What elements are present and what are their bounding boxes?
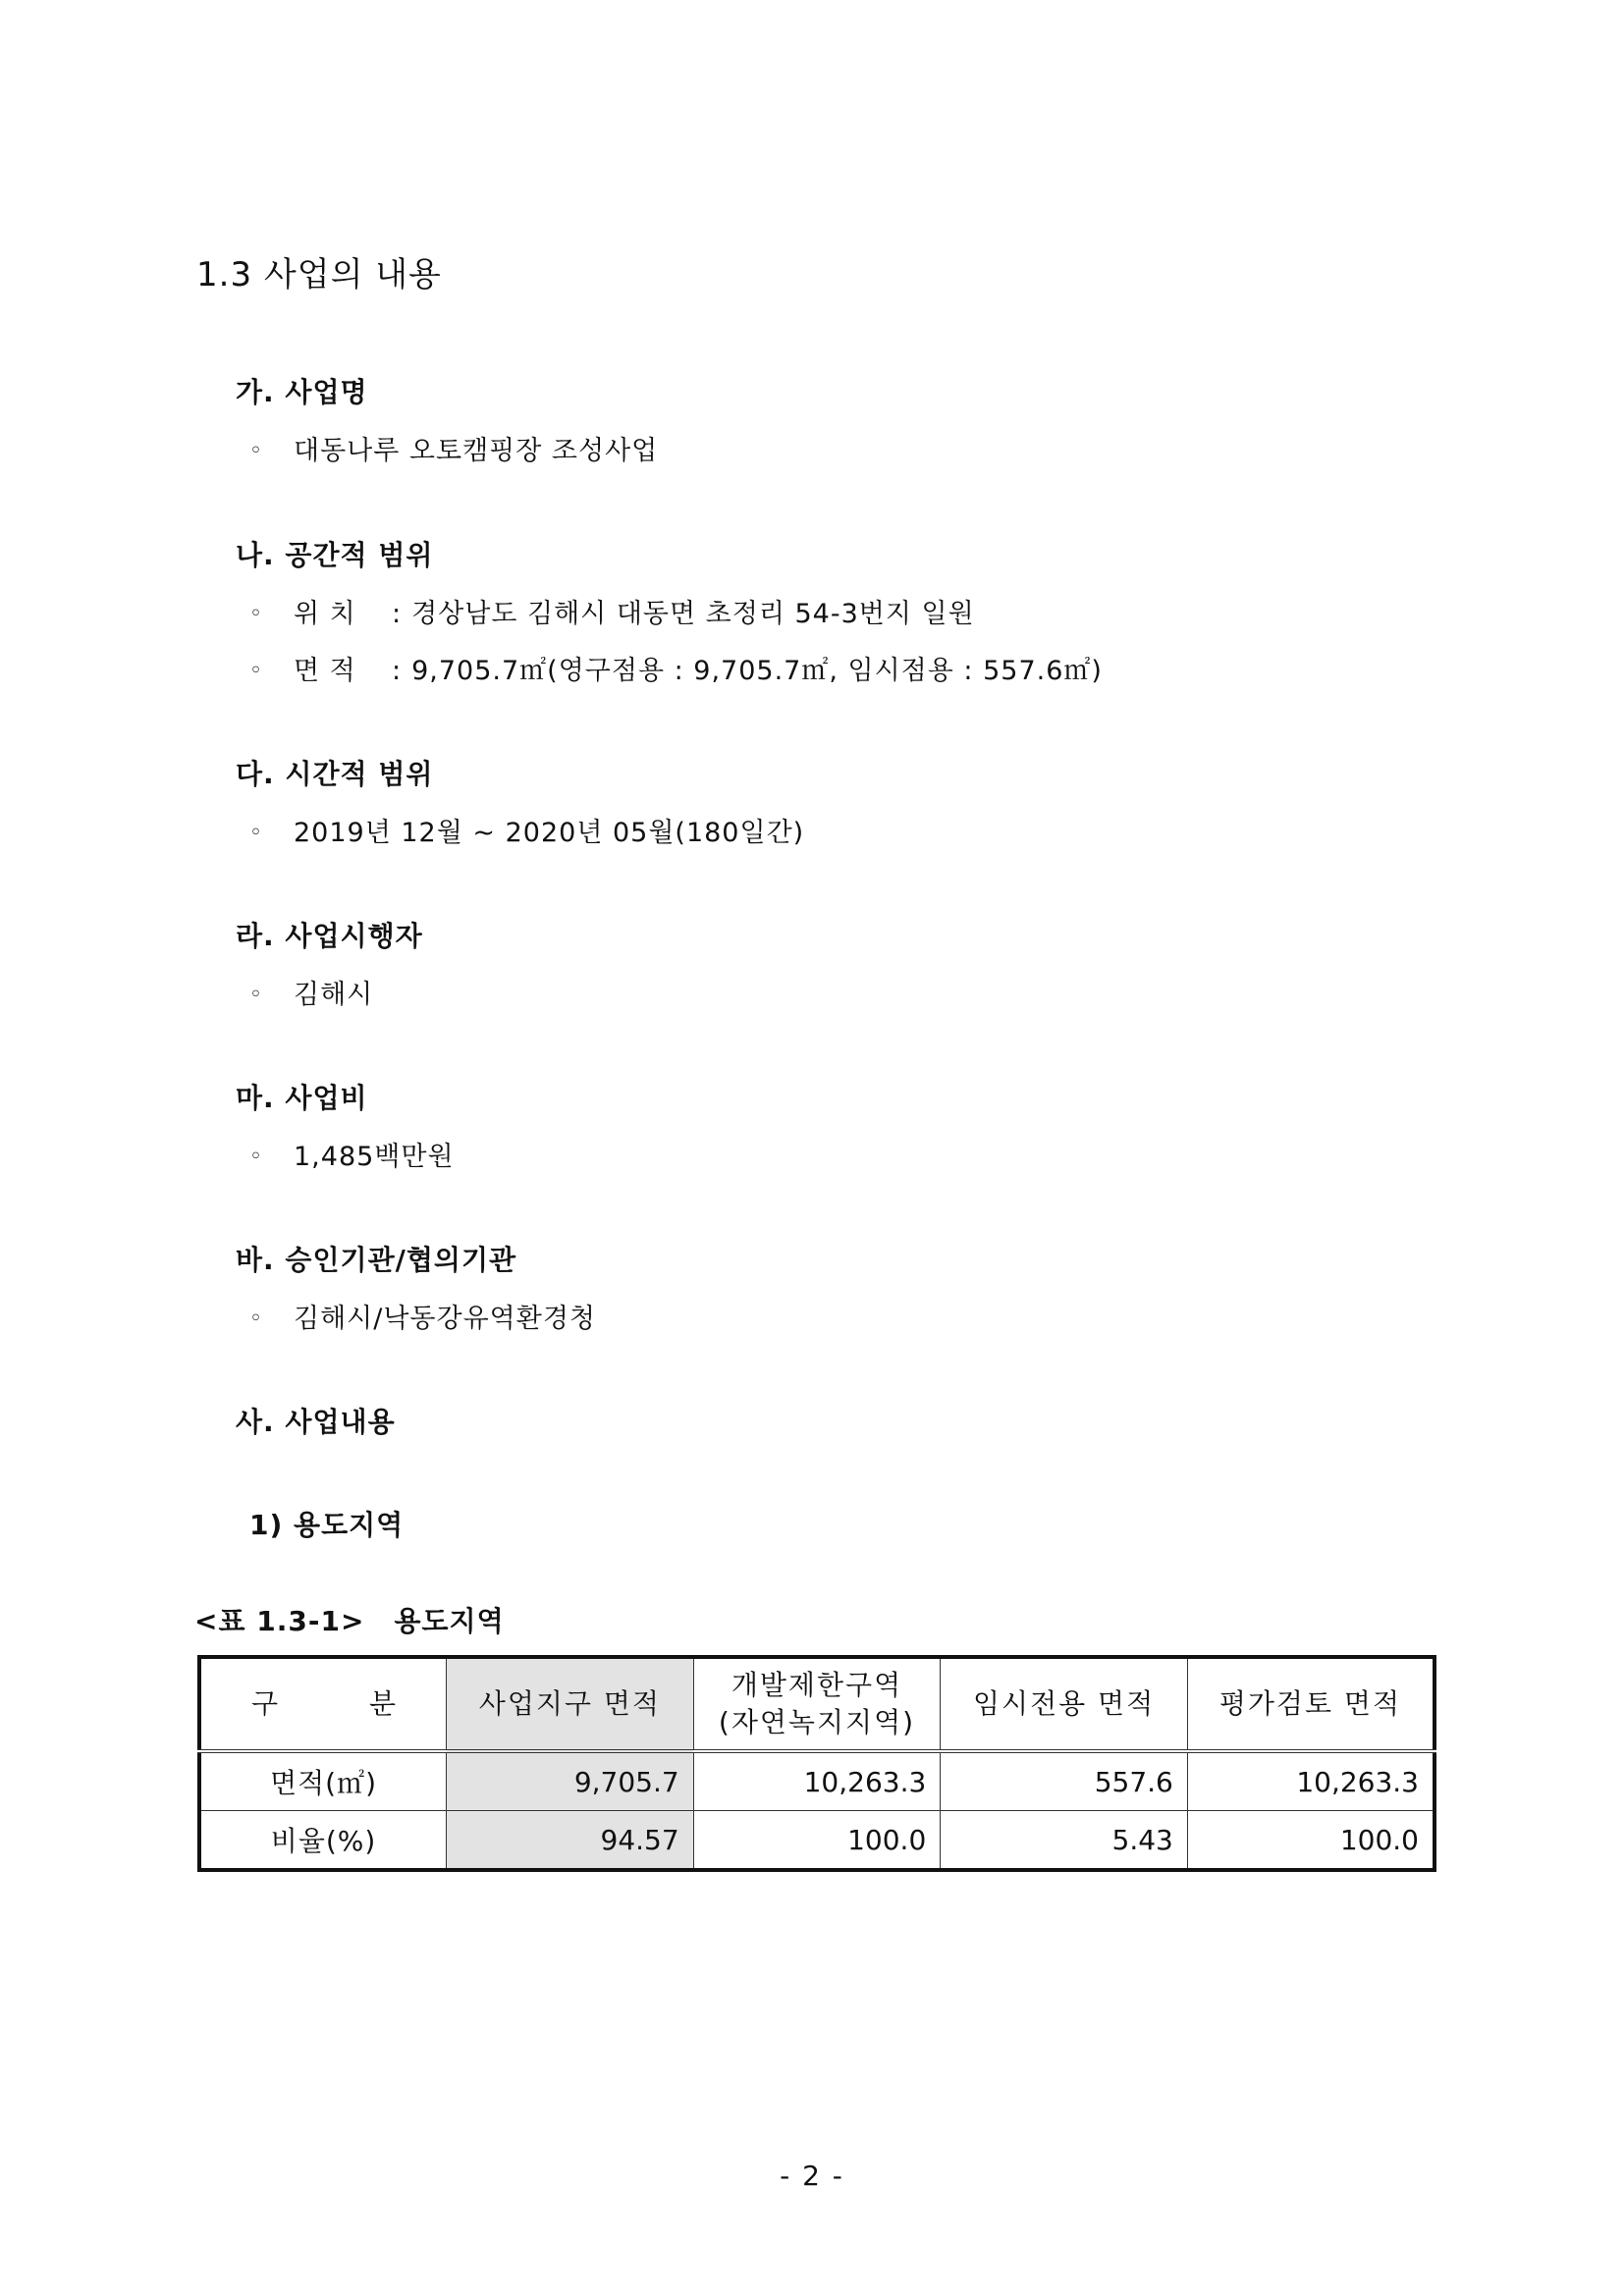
header-category: 구 분 [199,1657,447,1751]
area-label: 면 적 [294,656,356,686]
cell-restricted-zone: 100.0 [693,1811,941,1871]
cost-line [249,1135,455,1173]
header-temporary-area: 임시전용 면적 [941,1657,1188,1751]
table-caption [194,1600,505,1639]
bullet-icon: ◦ [249,659,263,683]
location-value: 경상남도 김해시 대동면 초정리 54-3번지 일원 [411,599,975,629]
header-review-area: 평가검토 면적 [1187,1657,1435,1751]
row-label-area: 면적(㎡) [199,1751,447,1811]
heading-project-content: 사. 사업내용 [236,1406,396,1438]
table-row [199,1811,1435,1871]
header-restricted-zone [693,1657,941,1751]
cost-value: 1,485백만원 [294,1142,455,1172]
heading-project-name: 가. 사업명 [236,376,368,408]
table-caption-number: <표 1.3-1> [194,1605,365,1637]
area-line [249,649,1103,687]
heading-operator: 라. 사업시행자 [236,920,423,952]
agency-line [249,1297,596,1335]
cell-review-area: 10,263.3 [1187,1751,1435,1811]
cell-temporary-area: 5.43 [941,1811,1188,1871]
bullet-icon: ◦ [249,439,263,463]
heading-time-scope: 다. 시간적 범위 [236,758,434,790]
heading-agency: 바. 승인기관/협의기관 [236,1244,517,1276]
page-number: - 2 - [780,2160,844,2192]
bullet-icon: ◦ [249,602,263,626]
table-row [199,1751,1435,1811]
section-title: 1.3 사업의 내용 [196,255,442,294]
agency-value: 김해시/낙동강유역환경청 [294,1304,596,1334]
heading-cost: 마. 사업비 [236,1082,368,1114]
header-restricted-line2: (자연녹지지역) [718,1706,916,1738]
cell-temporary-area: 557.6 [941,1751,1188,1811]
bullet-icon: ◦ [249,983,263,1007]
project-name-line [249,429,658,467]
colon: : [392,599,403,629]
cell-review-area: 100.0 [1187,1811,1435,1871]
bullet-icon: ◦ [249,1145,263,1169]
operator-value: 김해시 [294,980,374,1010]
table-header-row [199,1657,1435,1751]
header-restricted-line1: 개발제한구역 [731,1669,903,1702]
header-project-area: 사업지구 면적 [447,1657,694,1751]
cell-project-area: 9,705.7 [447,1751,694,1811]
land-use-table [197,1655,1436,1872]
cell-project-area: 94.57 [447,1811,694,1871]
row-label-ratio: 비율(%) [199,1811,447,1871]
colon: : [392,656,403,686]
area-value: 9,705.7㎡(영구점용 : 9,705.7㎡, 임시점용 : 557.6㎡) [411,656,1103,686]
time-value: 2019년 12월 ~ 2020년 05월(180일간) [294,818,805,848]
cell-restricted-zone: 10,263.3 [693,1751,941,1811]
time-line [249,811,804,849]
heading-spatial-scope: 나. 공간적 범위 [236,539,434,571]
bullet-icon: ◦ [249,1307,263,1331]
subheading-land-use-zone: 1) 용도지역 [249,1509,405,1541]
operator-line [249,973,373,1011]
location-line [249,592,975,630]
bullet-icon: ◦ [249,821,263,845]
table-caption-title: 용도지역 [394,1605,505,1637]
location-label: 위 치 [294,599,356,629]
project-name-value: 대동나루 오토캠핑장 조성사업 [294,436,659,466]
